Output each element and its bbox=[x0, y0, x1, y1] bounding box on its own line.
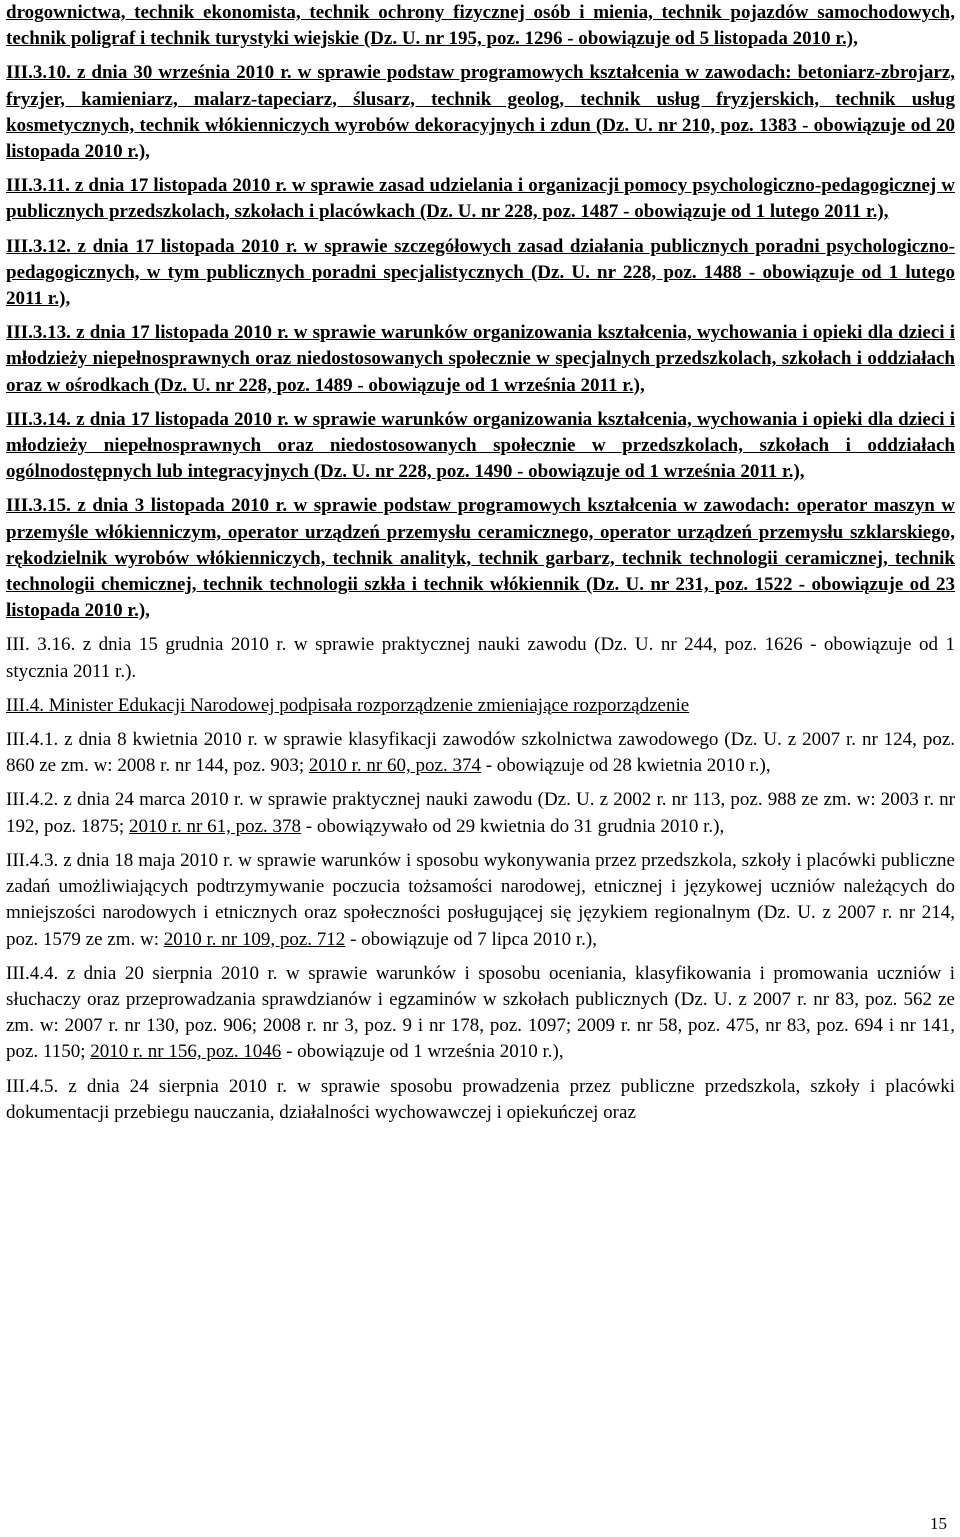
paragraph-segment: III.3.12. z dnia 17 listopada 2010 r. w sprawie szczegółowych zasad działania publicznych poradni psychologiczno-pedagogicznych, w tym publicznych poradni specjalistycznych (Dz. U. nr 228, poz. 1488 - obowiązuje od 1 lutego 2011 r.), bbox=[6, 235, 955, 310]
paragraph-iii-4-1 bbox=[6, 727, 955, 779]
paragraph-segment: drogownictwa, technik ekonomista, technik ochrony fizycznej osób i mienia, technik pojazdów samochodowych, technik poligraf i technik turystyki wiejskie (Dz. U. nr 195, poz. 1296 - obowiązuje od 5 listopada 2010 r.), bbox=[6, 2, 955, 50]
paragraph-iii-4-3 bbox=[6, 848, 955, 953]
paragraph-iii-3-11 bbox=[6, 173, 955, 225]
paragraph-segment: III.4.4. z dnia 20 sierpnia 2010 r. w sprawie warunków i sposobu oceniania, klasyfikowania i promowania uczniów i słuchaczy oraz przeprowadzania sprawdzianów i egzaminów w szkołach publicznych (Dz. U. z 2007 r. nr 83, poz. 562 ze zm. w: 2007 r. nr 130, poz. 906; 2008 r. nr 3, poz. 9 i nr 178, poz. 1097; 2009 r. nr 58, poz. 475, nr 83, poz. 694 i nr 141, poz. 1150; bbox=[6, 962, 955, 1063]
paragraph-segment: III.4. Minister Edukacji Narodowej podpisała rozporządzenie zmieniające rozporządzenie bbox=[6, 694, 690, 716]
paragraph-segment: - obowiązuje od 7 lipca 2010 r.), bbox=[345, 928, 597, 950]
paragraph-segment: - obowiązywało od 29 kwietnia do 31 grudnia 2010 r.), bbox=[301, 815, 725, 837]
paragraph-iii-3-15 bbox=[6, 493, 955, 624]
paragraph-segment: 2010 r. nr 61, poz. 378 bbox=[128, 815, 302, 837]
paragraph-segment: III.3.11. z dnia 17 listopada 2010 r. w sprawie zasad udzielania i organizacji pomocy psychologiczno-pedagogicznej w publicznych przedszkolach, szkołach i placówkach (Dz. U. nr 228, poz. 1487 - obowiązuje od 1 lutego 2011 r.), bbox=[6, 175, 955, 223]
paragraph-iii-3-10 bbox=[6, 60, 955, 165]
paragraph-iii-4-5 bbox=[6, 1074, 955, 1126]
paragraph-segment: 2010 r. nr 156, poz. 1046 bbox=[90, 1041, 282, 1063]
paragraph-segment: III.3.14. z dnia 17 listopada 2010 r. w sprawie warunków organizowania kształcenia, wychowania i opieki dla dzieci i młodzieży niepełnosprawnych oraz niedostosowanych społecznie w przedszkolach, szkołach i oddziałach ogólnodostępnych lub integracyjnych (Dz. U. nr 228, poz. 1490 - obowiązuje od 1 września 2011 r.), bbox=[6, 408, 955, 483]
paragraph-segment: III. 3.16. z dnia 15 grudnia 2010 r. w sprawie praktycznej nauki zawodu (Dz. U. nr 244, poz. 1626 - obowiązuje od 1 stycznia 2011 r.). bbox=[6, 634, 955, 682]
paragraph-iii-3-13 bbox=[6, 320, 955, 399]
paragraph-segment: III.3.15. z dnia 3 listopada 2010 r. w sprawie podstaw programowych kształcenia w zawodach: operator maszyn w przemyśle włókienniczym, operator urządzeń przemysłu ceramicznego, operator urządzeń przemysłu szklarskiego, rękodzielnik wyrobów włókienniczych, technik analityk, technik garbarz, technik technologii ceramicznej, technik technologii chemicznej, technik technologii szkła i technik włókiennik (Dz. U. nr 231, poz. 1522 - obowiązuje od 23 listopada 2010 r.), bbox=[6, 495, 955, 622]
paragraph-iii-3-14 bbox=[6, 407, 955, 486]
paragraph-segment: - obowiązuje od 28 kwietnia 2010 r.), bbox=[480, 755, 771, 777]
document-page bbox=[6, 0, 955, 1134]
page-number: 15 bbox=[930, 1514, 947, 1533]
paragraph-segment: - obowiązuje od 1 września 2010 r.), bbox=[281, 1041, 564, 1063]
paragraph-iii-3-16 bbox=[6, 632, 955, 684]
paragraph-iii-4 bbox=[6, 693, 955, 719]
paragraph-segment: III.3.13. z dnia 17 listopada 2010 r. w sprawie warunków organizowania kształcenia, wychowania i opieki dla dzieci i młodzieży niepełnosprawnych oraz niedostosowanych społecznie w specjalnych przedszkolach, szkołach i oddziałach oraz w ośrodkach (Dz. U. nr 228, poz. 1489 - obowiązuje od 1 września 2011 r.), bbox=[6, 322, 955, 396]
paragraph-iii-4-4 bbox=[6, 961, 955, 1066]
paragraph-iii-3-12 bbox=[6, 234, 955, 313]
paragraph-iii-4-2 bbox=[6, 787, 955, 839]
paragraph-segment: 2010 r. nr 109, poz. 712 bbox=[163, 928, 346, 950]
paragraph-segment: 2010 r. nr 60, poz. 374 bbox=[308, 755, 481, 777]
paragraph-segment: III.4.2. z dnia 24 marca 2010 r. w sprawie praktycznej nauki zawodu (Dz. U. z 2002 r. nr 113, poz. 988 ze zm. w: 2003 r. nr 192, poz. 1875; bbox=[6, 789, 955, 837]
paragraph-segment: III.3.10. z dnia 30 września 2010 r. w sprawie podstaw programowych kształcenia w zawodach: betoniarz-zbrojarz, fryzjer, kamieniarz, malarz-tapeciarz, ślusarz, technik geolog, technik usług fryzjerskich, technik usług kosmetycznych, technik włókienniczych wyrobów dekoracyjnych i zdun (Dz. U. nr 210, poz. 1383 - obowiązuje od 20 listopada 2010 r.), bbox=[6, 62, 955, 163]
paragraph-segment: III.4.1. z dnia 8 kwietnia 2010 r. w sprawie klasyfikacji zawodów szkolnictwa zawodowego (Dz. U. z 2007 r. nr 124, poz. 860 ze zm. w: 2008 r. nr 144, poz. 903; bbox=[6, 729, 955, 777]
paragraph-cont-iii-3-9 bbox=[6, 0, 955, 52]
paragraph-segment: III.4.5. z dnia 24 sierpnia 2010 r. w sprawie sposobu prowadzenia przez publiczne przedszkola, szkoły i placówki dokumentacji przebiegu nauczania, działalności wychowawczej i opiekuńczej oraz bbox=[6, 1075, 955, 1123]
paragraph-segment: III.4.3. z dnia 18 maja 2010 r. w sprawie warunków i sposobu wykonywania przez przedszkola, szkoły i placówki publiczne zadań umożliwiających podtrzymywanie poczucia tożsamości narodowej, etnicznej i językowej uczniów należących do mniejszości narodowych i etnicznych oraz społeczności posługującej się językiem regionalnym (Dz. U. z 2007 r. nr 214, poz. 1579 ze zm. w: bbox=[6, 849, 955, 950]
